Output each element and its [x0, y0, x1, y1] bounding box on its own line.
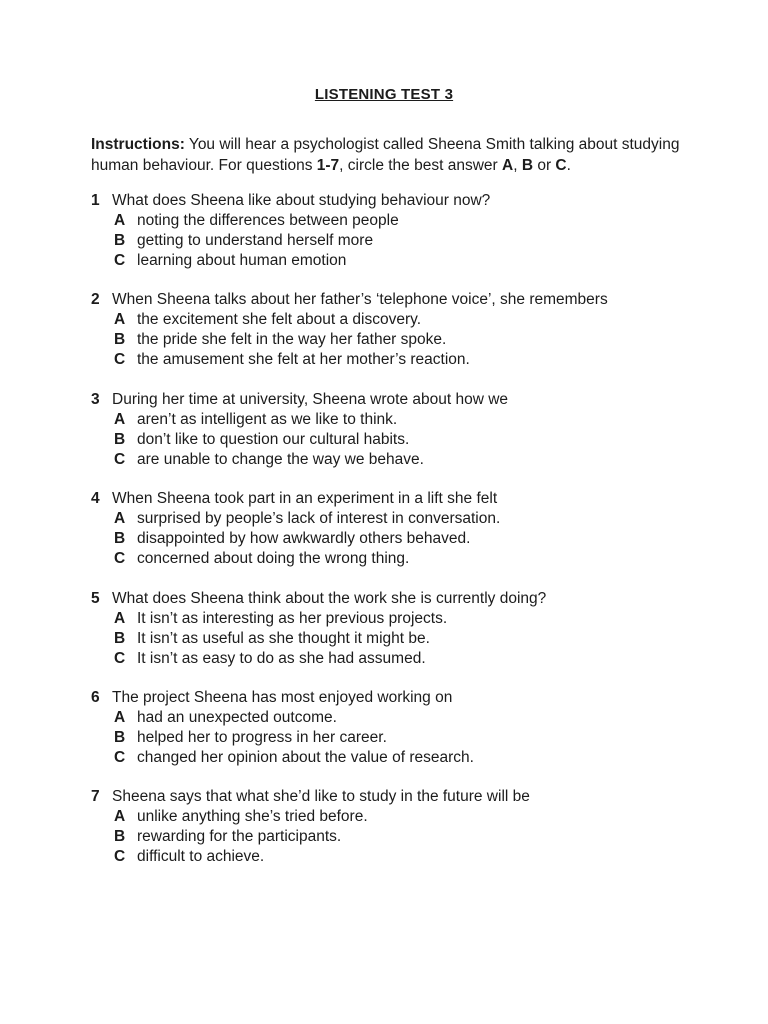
instructions — [91, 134, 691, 176]
option-b[interactable] — [91, 827, 711, 847]
option-a[interactable] — [91, 310, 711, 330]
question-7 — [91, 787, 711, 886]
option-letter: C — [114, 450, 126, 468]
option-letter: B — [114, 629, 126, 647]
option-letter: B — [114, 828, 126, 846]
option-a[interactable] — [91, 509, 711, 529]
option-c[interactable] — [91, 748, 711, 768]
instructions-text-1: You will hear a psychologist called Sheena Smith talking about studying human behaviour. For questions — [91, 136, 680, 174]
question-2 — [91, 290, 711, 389]
option-letter: C — [114, 748, 126, 766]
question-number: 2 — [91, 291, 100, 309]
option-text: helped her to progress in her career. — [137, 728, 387, 746]
option-text: It isn’t as interesting as her previous projects. — [137, 609, 448, 627]
instructions-label: Instructions: — [91, 136, 185, 153]
question-text: During her time at university, Sheena wrote about how we — [112, 390, 509, 408]
option-c[interactable] — [91, 847, 711, 867]
option-c[interactable] — [91, 251, 711, 271]
option-letter: B — [114, 232, 126, 249]
option-text: learning about human emotion — [137, 252, 347, 269]
instructions-answer-b: B — [521, 157, 534, 174]
question-text: When Sheena talks about her father’s ‘telephone voice’, she remembers — [112, 291, 608, 309]
question-text: What does Sheena like about studying behaviour now? — [112, 192, 491, 209]
option-text: noting the differences between people — [137, 212, 399, 229]
question-number: 4 — [91, 490, 100, 508]
option-c[interactable] — [91, 549, 711, 569]
option-b[interactable] — [91, 430, 711, 450]
option-letter: C — [114, 848, 126, 866]
option-letter: C — [114, 351, 126, 369]
question-list — [91, 191, 711, 887]
option-letter: A — [114, 609, 126, 627]
option-text: unlike anything she’s tried before. — [137, 808, 368, 826]
question-number: 3 — [91, 390, 100, 408]
question-text: The project Sheena has most enjoyed working on — [112, 688, 453, 706]
option-letter: A — [114, 410, 126, 428]
instructions-answer-c: C — [555, 157, 567, 174]
option-letter: B — [114, 331, 126, 349]
option-a[interactable] — [91, 410, 711, 430]
option-letter: C — [114, 252, 126, 269]
question-number: 1 — [91, 192, 100, 209]
option-b[interactable] — [91, 728, 711, 748]
instructions-end: . — [566, 157, 571, 174]
option-letter: B — [114, 430, 126, 448]
option-text: disappointed by how awkwardly others behaved. — [137, 530, 471, 548]
question-3 — [91, 390, 711, 489]
option-text: surprised by people’s lack of interest in conversation. — [137, 510, 501, 528]
option-text: the pride she felt in the way her father spoke. — [137, 331, 447, 349]
question-5 — [91, 589, 711, 688]
instructions-text-2: , circle the best answer — [339, 157, 502, 174]
option-text: rewarding for the participants. — [137, 828, 342, 846]
option-text: don’t like to question our cultural habits. — [137, 430, 410, 448]
option-text: getting to understand herself more — [137, 232, 374, 249]
option-letter: C — [114, 550, 126, 568]
option-letter: A — [114, 510, 126, 528]
option-c[interactable] — [91, 450, 711, 470]
instructions-sep-1: , — [513, 157, 522, 174]
instructions-answer-a: A — [501, 157, 514, 174]
instructions-range: 1-7 — [316, 157, 340, 174]
option-letter: A — [114, 212, 126, 229]
option-b[interactable] — [91, 529, 711, 549]
option-text: the excitement she felt about a discovery. — [137, 311, 422, 329]
option-c[interactable] — [91, 649, 711, 669]
option-letter: B — [114, 530, 126, 548]
option-b[interactable] — [91, 330, 711, 350]
option-a[interactable] — [91, 211, 711, 231]
option-b[interactable] — [91, 629, 711, 649]
option-letter: B — [114, 728, 126, 746]
option-letter: A — [114, 708, 126, 726]
option-text: are unable to change the way we behave. — [137, 450, 424, 468]
option-text: aren’t as intelligent as we like to think. — [137, 410, 398, 428]
question-text: What does Sheena think about the work she is currently doing? — [112, 589, 547, 607]
option-a[interactable] — [91, 708, 711, 728]
option-letter: C — [114, 649, 126, 667]
question-4 — [91, 489, 711, 588]
question-6 — [91, 688, 711, 787]
option-text: had an unexpected outcome. — [137, 708, 337, 726]
question-number: 5 — [91, 589, 100, 607]
question-text: When Sheena took part in an experiment in a lift she felt — [112, 490, 498, 508]
option-letter: A — [114, 311, 126, 329]
option-text: It isn’t as useful as she thought it might be. — [137, 629, 430, 647]
option-text: concerned about doing the wrong thing. — [137, 550, 410, 568]
question-1 — [91, 191, 711, 290]
option-a[interactable] — [91, 807, 711, 827]
option-text: changed her opinion about the value of research. — [137, 748, 474, 766]
question-number: 7 — [91, 788, 100, 806]
question-number: 6 — [91, 688, 100, 706]
instructions-sep-2: or — [533, 157, 556, 174]
option-text: It isn’t as easy to do as she had assumed. — [137, 649, 426, 667]
option-b[interactable] — [91, 231, 711, 251]
option-text: difficult to achieve. — [137, 848, 265, 866]
option-c[interactable] — [91, 350, 711, 370]
question-text: Sheena says that what she’d like to study in the future will be — [112, 788, 530, 806]
option-letter: A — [114, 808, 126, 826]
page-title: LISTENING TEST 3 — [314, 86, 454, 103]
option-text: the amusement she felt at her mother’s reaction. — [137, 351, 470, 369]
option-a[interactable] — [91, 609, 711, 629]
